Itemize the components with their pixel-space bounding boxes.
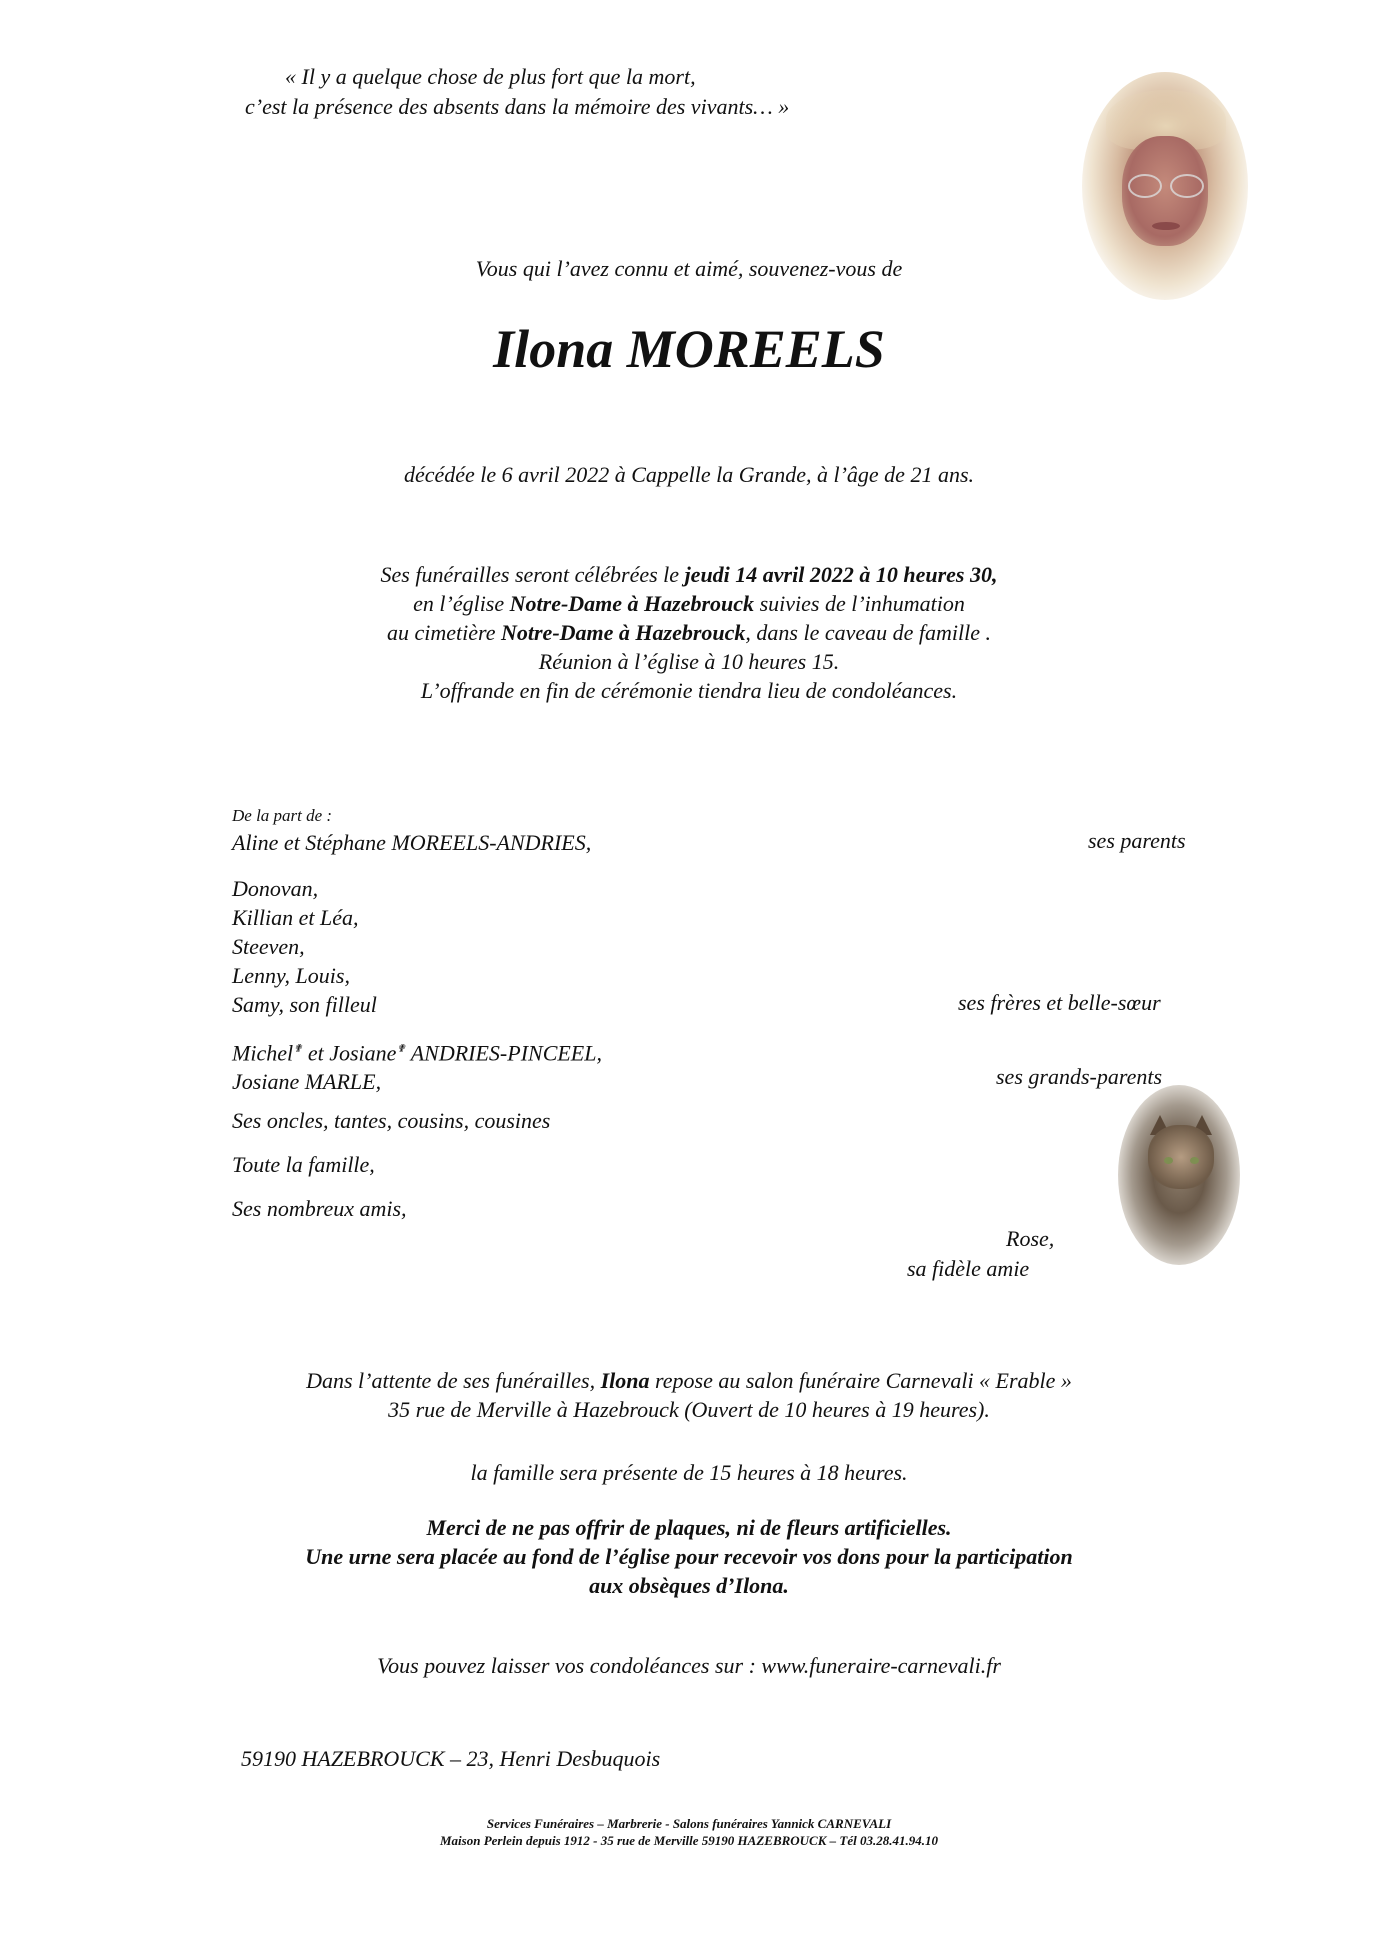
parents-names: Aline et Stéphane MOREELS-ANDRIES,: [232, 830, 592, 855]
no-flowers-notice: Merci de ne pas offrir de plaques, ni de fleurs artificielles. Une urne sera placée au fond de l’église pour recevoir vos dons pour la participation aux obsèques d’Ilona.: [305, 1515, 1073, 1598]
funeral-details: [0, 560, 1378, 705]
pet-name: Rose,: [1006, 1226, 1055, 1251]
sibling-name: Donovan,: [232, 876, 319, 901]
funeral-line-5: L’offrande en fin de cérémonie tiendra lieu de condoléances.: [420, 678, 958, 703]
grandparents-role: ses grands-parents: [996, 1064, 1163, 1089]
siblings-role: ses frères et belle-sœur: [958, 990, 1161, 1015]
sibling-name: Killian et Léa,: [232, 905, 359, 930]
cat-photo: [1118, 1085, 1240, 1265]
sibling-name: Steeven,: [232, 934, 305, 959]
footer: [0, 1815, 1378, 1849]
parents-role: ses parents: [1088, 828, 1186, 853]
siblings-list: [232, 874, 377, 1019]
epigraph-quote: [245, 62, 895, 122]
funeral-line-1: Ses funérailles seront célébrées le jeudi 14 avril 2022 à 10 heures 30,: [380, 562, 998, 587]
quote-line-1: « Il y a quelque chose de plus fort que la mort,: [285, 64, 696, 89]
sibling-name: Lenny, Louis,: [232, 963, 350, 988]
sibling-name: Samy, son filleul: [232, 992, 377, 1017]
footer-line-2: Maison Perlein depuis 1912 - 35 rue de Merville 59190 HAZEBROUCK – Tél 03.28.41.94.10: [440, 1833, 938, 1848]
funeral-line-3: au cimetière Notre-Dame à Hazebrouck, dans le caveau de famille .: [386, 620, 992, 645]
family-presence: la famille sera présente de 15 heures à 18 heures.: [470, 1460, 908, 1485]
cross-icon: ✟: [293, 1043, 303, 1055]
cross-icon: ✟: [396, 1043, 406, 1055]
footer-line-1: Services Funéraires – Marbrerie - Salons funéraires Yannick CARNEVALI: [486, 1816, 892, 1831]
friends-line: Ses nombreux amis,: [232, 1196, 407, 1221]
from-label: De la part de :: [232, 806, 333, 825]
funeral-line-4: Réunion à l’église à 10 heures 15.: [538, 649, 840, 674]
salon-line-2: 35 rue de Merville à Hazebrouck (Ouvert de 10 heures à 19 heures).: [388, 1397, 990, 1422]
deceased-name: Ilona MOREELS: [493, 319, 885, 379]
pet-role: sa fidèle amie: [907, 1256, 1030, 1281]
condolences-link: Vous pouvez laisser vos condoléances sur : www.funeraire-carnevali.fr: [377, 1653, 1001, 1678]
uncles-line: Ses oncles, tantes, cousins, cousines: [232, 1108, 551, 1133]
intro-text: Vous qui l’avez connu et aimé, souvenez-vous de: [475, 256, 903, 281]
salon-info: [0, 1366, 1378, 1424]
funeral-line-2: en l’église Notre-Dame à Hazebrouck suivies de l’inhumation: [413, 591, 965, 616]
family-line: Toute la famille,: [232, 1152, 375, 1177]
quote-line-2: c’est la présence des absents dans la mémoire des vivants… »: [245, 94, 790, 119]
salon-line-1: Dans l’attente de ses funérailles, Ilona repose au salon funéraire Carnevali « Erable »: [306, 1368, 1072, 1393]
address: 59190 HAZEBROUCK – 23, Henri Desbuquois: [241, 1746, 661, 1771]
grandparents-names: Michel✟ et Josiane✟ ANDRIES-PINCEEL, Josiane MARLE,: [232, 1040, 602, 1095]
death-notice: décédée le 6 avril 2022 à Cappelle la Grande, à l’âge de 21 ans.: [403, 462, 975, 487]
